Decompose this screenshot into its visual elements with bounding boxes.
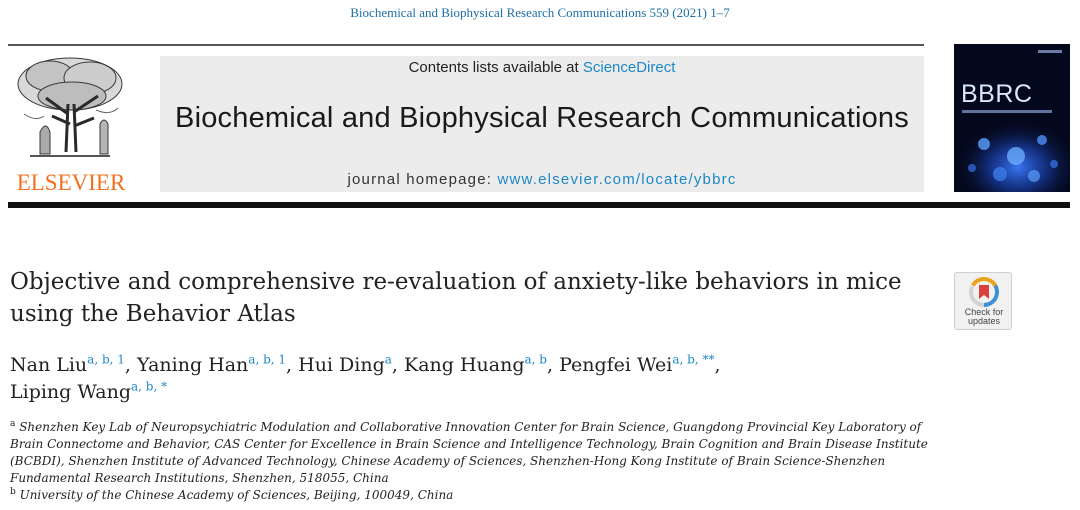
elsevier-wordmark: ELSEVIER	[16, 170, 126, 195]
affiliation-text: Shenzhen Key Lab of Neuropsychiatric Modulation and Collaborative Innovation Center for Brain Science, Guangdong Provincial Key Laboratory of Brain Connectome and Behavior, CAS Center for Excellence in Brain Science and Intelligence Technology, Brain Cognition and Brain Disease Institute (BCBDI), Shenzhen Institute of Advanced Technology, Chinese Academy of Sciences, Shenzhen-Hong Kong Institute of Brain Science-Shenzhen Fundamental Research Institutions, Shenzhen, 518055, China	[10, 420, 928, 485]
author-separator: ,	[546, 354, 560, 376]
homepage-line	[160, 171, 924, 188]
cover-artwork	[954, 44, 1070, 192]
author-list	[10, 352, 940, 406]
crossmark-line-1: Check for	[964, 307, 1004, 317]
cover-subtitle-line	[962, 110, 1052, 113]
article-title: Objective and comprehensive re-evaluation of anxiety-like behaviors in mice using the Behavior Atlas	[10, 269, 902, 327]
author[interactable]: Liping Wang	[10, 381, 131, 403]
contents-line	[160, 59, 924, 76]
journal-cover-image[interactable]	[954, 44, 1070, 192]
cover-title: BBRC	[961, 80, 1033, 108]
author-separator: ,	[124, 354, 137, 376]
sciencedirect-link[interactable]: ScienceDirect	[582, 59, 676, 76]
author-affiliation-marks[interactable]: a, b, 1	[87, 352, 125, 367]
publisher-logo[interactable]	[8, 54, 134, 196]
journal-masthead	[160, 56, 924, 192]
affiliation-mark: b	[10, 487, 16, 497]
author-separator: ,	[391, 354, 405, 376]
elsevier-tree-logo-icon	[10, 54, 130, 168]
author[interactable]: Hui Ding	[298, 354, 385, 376]
crossmark-icon	[969, 277, 999, 307]
affiliation-mark: a	[10, 419, 16, 429]
crossmark-line-2: updates	[967, 316, 1001, 326]
author[interactable]: Nan Liu	[10, 354, 88, 376]
check-for-updates-button[interactable]	[954, 272, 1012, 330]
author-affiliation-marks[interactable]: a	[384, 352, 392, 367]
author[interactable]: Yaning Han	[137, 354, 249, 376]
author-affiliation-marks[interactable]: a, b	[524, 352, 547, 367]
author[interactable]: Pengfei Wei	[559, 354, 673, 376]
top-divider	[8, 44, 924, 46]
homepage-url-link[interactable]: www.elsevier.com/locate/ybbrc	[497, 171, 737, 188]
affiliation-list	[10, 419, 940, 504]
author-affiliation-marks[interactable]: a, b, *	[130, 379, 168, 394]
journal-name: Biochemical and Biophysical Research Communications	[175, 102, 909, 134]
journal-reference[interactable]: Biochemical and Biophysical Research Communications 559 (2021) 1–7	[350, 5, 730, 20]
author-affiliation-marks[interactable]: a, b, **	[672, 352, 715, 367]
homepage-prefix: journal homepage:	[347, 171, 498, 188]
author-affiliation-marks[interactable]: a, b, 1	[248, 352, 287, 367]
cover-issue-mark	[1038, 50, 1062, 53]
header-divider	[8, 202, 1070, 208]
crossmark-label	[955, 308, 1013, 326]
contents-prefix: Contents lists available at	[408, 59, 583, 76]
affiliation-text: University of the Chinese Academy of Sciences, Beijing, 100049, China	[19, 488, 454, 502]
affiliation-item	[10, 419, 940, 487]
author-separator: ,	[286, 354, 299, 376]
affiliation-item	[10, 487, 940, 504]
author[interactable]: Kang Huang	[404, 354, 525, 376]
author-separator: ,	[714, 354, 721, 376]
